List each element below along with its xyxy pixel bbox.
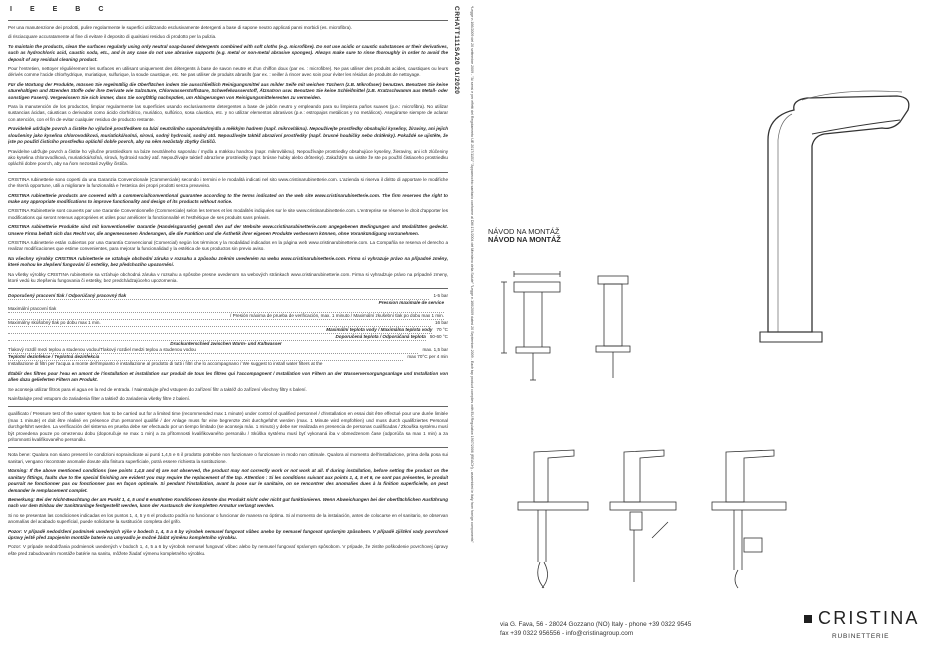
language-symbol: E — [29, 6, 35, 13]
language-symbol: I — [10, 6, 12, 13]
conditions-text: Nota bene: Qualora non siano presenti le condizioni sopraindicate ai punti 1,4,5 e 6 il prodotto potrebbe non funzionare o funzionare in modo non ottimale. Qualora al momento dell'installazione, prima della posa sui sanitari, vengano riscontrate anomalie dovute alla finitura superficiale, potrà essere richiesta la sostituzione. — [8, 452, 448, 464]
filters-text-3: Se aconseja utilizar filtros para el agua en la red de entrada. / Nainstalujte před vstupem do zařízení filtr a taktéž do zařízení všechny filtry s balení. — [8, 386, 307, 392]
warranty-en: CRISTINA rubinetterie products are covered with a commercial/conventional guarantee according to the terms indicated on the web site www.cristinarubinetterie.com. The firm reserves the right to make any appropriate modifications to improve functionality and design of its products without notice. — [8, 192, 448, 204]
technical-drawing-side — [584, 262, 644, 392]
qualification-text: qualificato / Pressure test of the water system has to be carried out for a limited time (recommended max 1 minute) under control of qualified personnel / d'installation en essai doit être effectué pour une durée limitée (max 1 minute) et doit être réalisé en présence d'un personnel qualifié / der Anlage muss für eine begrenzte Zeit durchgeführt werden (max. 1 Minute wird empfohlen) und muss durch qualifiziertes Personal durchgeführt werden. La verificación del sistema en prueba debe ser efectuado por un tiempo limitado (se aconseja máx. 1 minuto) y debe ser realizada en presencia de personas cualificadas / Zkouška systému musí být provedena pouze po omezenou dobu (doporučuje se max 1 min) a za přítomnosti kvalifikovaného personálu / Skúška systému musí byť vykonaná iba v obmedzenom čase (odporúča sa max 1 min) a za prítomnosti kvalifikovaného personálu. — [8, 411, 448, 443]
address-line-2: fax +39 0322 956556 - info@cristinagroup.com — [500, 630, 634, 637]
spec-row: Druckunterschied zwischen Warm- und Kaltwasser — [170, 341, 282, 347]
warranty-sk: Na všetky výrobky CRISTINA rubinetterie sa vzťahuje obchodná záruka v rozsahu a spôsobe presne uvedenom na webových stránkach www.cristinarubinetterie.com. Firma si vyhradzuje právo na prípadné zmeny, ktoré vedú ku zlepšeniu fungovania či estetiky, bez predchádzajúceho upozornenia. — [8, 271, 448, 283]
maintenance-de: Für die Wartung der Produkte, müssen Sie regelmäßig die Oberflächen indem Sie ausschließlich Reinigungsmittel aus milder Seife mit weichen Tüchern (z.B. Mikrofaser) benutzen. Benutzen Sie keine säurehaltigen und ätzenden Stoffe oder ihre Derivate wie Salzsäure, Chlorwasserstoffsäure, Schwefelwasserstoff, Ätznatron usw. Benutzen Sie keine Schleifmittel (z.B. Kratzschwamm aus Metall- oder sonstigen Fasern). Vergewissern Sie sich immer, dass Sie sorgfältig nachspülen, um Ablagerungen von Reinigungsmitteleresten zu vermeiden. — [8, 81, 448, 100]
spec-row: Maximální teplota vody / Maximálna teplota vody 70 °C — [8, 327, 448, 334]
divider — [8, 406, 448, 407]
brand-logo — [804, 608, 920, 629]
language-symbols-row — [8, 6, 448, 16]
warranty-es: CRISTINA rubinetterie están cubiertos por una Garantía Convencional (Comercial) según los términos y la modalidad indicados en la página web www.cristinarubinetterie.com. La Compañía se reserva el derecho a realizar modificaciones que estime convenientes, para mejorar la funcionalidad y la estética de sus productos sin previo aviso. — [8, 239, 448, 252]
warranty-cs: Na všechny výrobky CRISTINA rubinetterie se vztahuje obchodní záruka v rozsahu a způsobu zněním uvedeném na webu www.cristinarubinetterie.com. Firma si vyhrazuje právo na případné změny, které mohou ke zlepšení fungování či estetiky, bez předchozího upozornění. — [8, 255, 448, 268]
brand-subtitle: RUBINETTERIE — [832, 633, 890, 640]
divider — [8, 288, 448, 289]
regulatory-note: *Legge n.166/2009 del 20 settembre 2009 - "Ai sensi e per effetti del Regolamento UE 2017/1151" "Apparecchio sanitario conforme al DM 174/2004 del Ministero della Salute" "Legge n.166/2009 dated 20 September 2009 - Each tap product complies with EU Regulation 1907/2006 (REACH) - assembled in Italy from foreign components" — [470, 6, 474, 543]
divider — [8, 447, 448, 448]
conditions-es: Si no se presentan las condiciones indicadas en los puntos 1, 4, 5 y 6 el producto podría no funcionar o funcionar de manera no óptima. Si al momento de la instalación, antes de colocarse en el sanitario, se observan anomalías del acabado superficial, puede solicitarse la sustitución completa del grifo. — [8, 512, 448, 525]
maintenance-it: Per una manutenzione dei prodotti, pulire regolarmente le superfici utilizzando esclusivamente detergenti a base di sapone neutro applicati panni morbidi (es. microfibra). — [8, 25, 352, 30]
maintenance-sk: Pravidelne udržujte povrch a čistite ho výlučne prostriedkom na báze neutrálneho saponátu / mydla a mäkkou handrou (napr. mikrovláknu). Nepoužívajte prostriedky obsahujúce kyseliny, žieraviny, ani ich zlúčeniny ako kyselina chlorovodíková, muriatická/soľná, sírová, hydroxid sodný atď. Nepoužívajte taktiež abrazívne prostriedky (napr. brúsne hubky alebo drôtenky). Zakaždým sa uistite že ste po použití čistiaceho prostriedku opláchli dobre povrch, aby na ňom nezostali zvyšky čističa. — [8, 148, 448, 167]
manual-title — [488, 228, 561, 244]
filters-text-4: Nainštalujte pred vstupom do zariadenia filter a taktiež do zariadenia všetky filtre z balení. — [8, 396, 191, 402]
installation-step-1 — [504, 442, 596, 592]
logo-square-icon — [804, 615, 812, 623]
language-symbol: Č — [98, 6, 104, 13]
conditions-cs: Pozor: V případě nedodržení podmínek uvedených výše v bodech 1, 4, 5 a 6 by výrobek nemusel fungovat vůbec anebo by nemusel fungovat správným způsobem. V případě zjištění vady povrchové úpravy ještě před zapojením montáže baterie na umyvadlo je možné žádat výměnu kompletního výrobku. — [8, 528, 448, 540]
warranty-fr: CRISTINA Rubinetterie sont couverts par une Garantie Conventionnelle (Commerciale) selon les termes et les modalités indiquées sur le site www.cristinarubinetterie.com. L'entreprise se réserve le droit d'apporter les modifications qui seront retenus appropriées et utiles pour améliorer la fonctionnalité et l'esthétique de ses produits sans préavis. — [8, 208, 448, 220]
divider — [8, 20, 448, 21]
maintenance-cs: Pravidelně udržujte povrch a čistěte ho výlučně prostředkem na bázi neutrálního saponátu/mýdla a měkkým hadrem (např. mikrovláknu). Nepoužívejte prostředky obsahující kyseliny, žíraviny, ani jejich sloučeniny jako kyselina chlorovodíková, muriatická/solná, sírová, sodný hydroxid, sodný atd. Nepoužívejte taktéž abrazivní prostředky (např. brusné houbičky nebo drátěnky). Pokaždé se ujistěte, že jste po použití čisticího prostředku opláchli dobře povrch, aby na něm nezůstaly zbytky čističů. — [8, 126, 448, 145]
maintenance-en: To maintain the products, clean the surfaces regularly using only neutral soap-based detergents combined with soft cloths (e.g. microfibre). Do not use acidic or caustic substances or their derivatives, such as hydrochloric acid, caustic soda, etc., and in any case do not use abrasive supports (e.g. metal or non-metal abrasive sponges). Always make sure to rinse thoroughly in order to avoid the deposit of any residual cleaning product. — [8, 43, 448, 62]
manual-title-line-1: NÁVOD NA MONTÁŽ — [488, 227, 560, 236]
conditions-warning: Warning: If the above mentioned conditions (see points 1,4,5 and 6) are not observed, the product may not correctly work or not work at all. If during installation, before setting the product on the sanitary fittings, faults due to the special finishing are evident you may require the replacement of the tap. Attention : Si les conditions suivant aux points 1, 4, 5 et 6, ne sont pas présentes, le produit pourrait ne fonctionner pas ou fonctionner pas en façon optimale. Si pendant l'installation, avant la pose sur le sanitaire, on se rencontrer des anomalies dues à la finition superficielle, on peut demander le remplacement complet. — [8, 468, 448, 493]
filters-text-2: Établir des filtres pour l'eau en amont de l'installation et installation sur produit de tous les filtres qui l'accompagnent / Installation von Filtern an der Wasserversorgungsanlage und Installation von allen dazu gelieferten Filtern am Produkt. — [8, 370, 448, 383]
spec-row: Teplotní dezinfekce / Teplotná dezinfekcia max 70°C per 4 min — [8, 354, 448, 360]
spec-row: / Presión máxima de prueba de verificación, max. 1 minuto / Maximální zkušební tlak po dobu max 1 min. — [8, 313, 448, 320]
address-line-1: via G. Fava, 56 - 28024 Gozzano (NO) Italy - phone +39 0322 9545 — [500, 621, 692, 628]
divider — [8, 172, 448, 173]
spec-row: Doporučený pracovní tlak / Odporúčaný pracovný tlak 1-5 bar — [8, 293, 448, 299]
warranty-it: CRISTINA rubinetterie sono coperti da una Garanzia Convenzionale (Commerciale) secondo i termini e le modalità indicati nel sito www.cristinarubinetterie.com. L'azienda si riserva il diritto di apportare le modifiche che riterrà opportune, utili a migliorare la funzionalità e l'estetica dei propri prodotti senza preavviso. — [8, 176, 448, 189]
conditions-de: Bemerkung: Bei der Nicht-Beachtung der am Punkt 1, 4, 5 und 6 erwähnten Konditionen könnte das Produkt nicht oder nicht gut funktionieren. Wenn Abweichungen bei der oberflächlichen Ausführung nach vor dem Einbau der Sanitäranlage festgestellt werden, kann der Austausch der kompletten Armatur verlangt werden. — [8, 496, 448, 509]
cover-panel — [482, 0, 950, 665]
warranty-de: CRISTINA rubinetterie Produkte sind mit konventioneller Garantie (Handelsgarantie) gemäß den auf der Website www.cristinarubinetterie.com angegebenen Bedingungen und Modalitäten gedeckt. Unsere Firma behält sich das Recht vor, die angemessenen Änderungen, die die Funktion und die Ästhetik ihrer eigenen Produkte verbessern können, ohne Vorankündigung vorzunehmen. — [8, 224, 448, 236]
faucet-illustration — [732, 70, 922, 350]
installation-step-3 — [704, 442, 794, 592]
manual-title-line-2: NÁVOD NA MONTÁŽ — [488, 235, 561, 244]
maintenance-fr: Pour l'entretien, nettoyer régulièrement les surfaces en utilisant uniquement des détergents à base de savon neutre et d'un chiffon doux (par ex. : microfibre). Ne pas utiliser des produits acides, caustiques ou leurs dérivés comme l'acide chlorhydrique, muriatique, sulfurique, la soude caustique, etc. Ne pas utiliser de produits abrasifs (par ex. : veiller à rincer avec soin pour éviter les résidus de produits de nettoyage. — [8, 66, 448, 78]
spec-row: Tlakový rozdíl mezi teplou a studenou vodou/Tlakový rozdiel medzi teplou a studenou vodou max. 1,5 bar — [8, 347, 448, 353]
spec-row: Maximální pracovní tlak — [8, 306, 448, 313]
installation-step-2 — [604, 442, 686, 592]
maintenance-it-2: di risciacquare accuratamente al fine di evitare il deposito di qualsiasi residuo di prodotto per la pulizia. — [8, 34, 217, 40]
brand-name: CRISTINA — [818, 608, 920, 628]
company-address — [500, 620, 691, 638]
document-code: CRHATT111SA20 01/2020 — [453, 6, 460, 95]
spec-row: Doporučená teplota / Odporúčaná teplota 50-60 °C — [8, 334, 448, 341]
filters-text-1: Installazione di filtri per l'acqua a monte dell'impianto è installazione al prodotto di tutti i filtri che lo accompagnano / We suggest to install water filters at the — [8, 361, 323, 367]
instructions-text-column — [8, 6, 448, 661]
conditions-sk: Pozor: V prípade nedodržania podmienok uvedených v bodoch 1, 4, 5 a 6 by výrobok nemusel fungovať vôbec alebo by nemusel fungovať správnym spôsobom. V prípade, že zistíte poškodenie povrchovej úpravy ešte pred zabudovaním montáže batérie na sanitu, môžete žiadať výmenu kompletného výrobku. — [8, 544, 448, 556]
spec-row: Maximálny skúšobný tlak po dobu max 1 min. 16 bar — [8, 320, 448, 326]
spec-row: Pression maximale de service — [378, 300, 444, 306]
maintenance-es: Para la manutención de los productos, limpiar regularmente las superficies usando exclusivamente detergentes a base de jabón neutro y empleando para su limpieza paños suaves (p.e.: microfibra). No utilizar sustancias ácidas, cáusticas o derivados como ácido clorhídrico, muriático, sulfúrico, sosa cáustica, etc. y no utilizar elementos abrasivos (p.e.: estropajos metálicos y no metálicos). Asegúrarse siempre de aclarar con atención, con el fin de evitar cualquier residuo de producto restante. — [8, 104, 448, 122]
language-symbol: B — [75, 6, 81, 13]
language-symbol: E — [52, 6, 58, 13]
